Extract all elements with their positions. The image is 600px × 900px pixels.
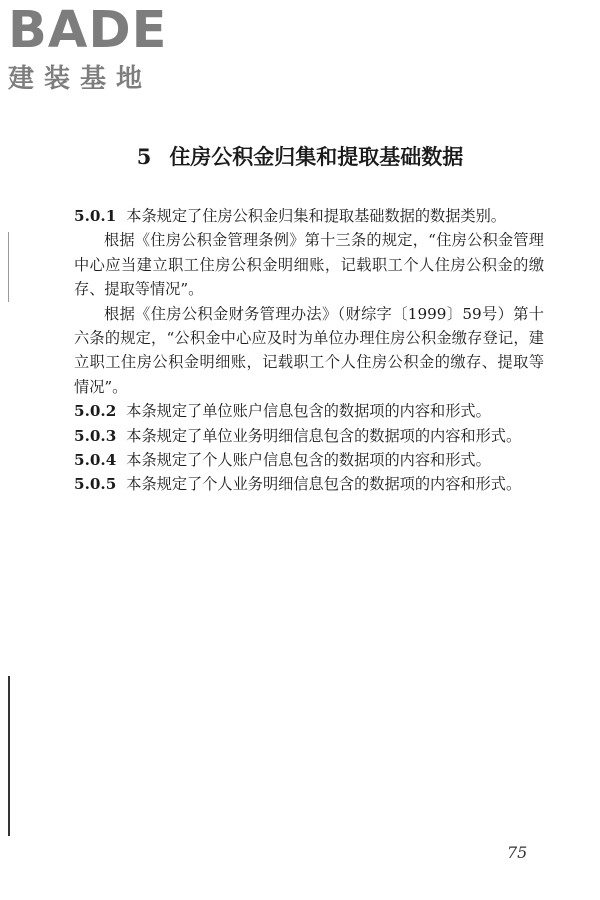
logo-subtitle: 建装基地: [8, 64, 153, 94]
clause-number: 5.0.2: [74, 402, 117, 421]
logo-wordmark: BADE: [8, 1, 168, 60]
margin-scan-mark: [8, 676, 10, 836]
margin-scan-mark: [8, 232, 9, 302]
clause-text: 本条规定了个人业务明细信息包含的数据项的内容和形式。: [126, 475, 522, 494]
clause-text: 本条规定了单位账户信息包含的数据项的内容和形式。: [126, 402, 491, 421]
clause-text: 本条规定了住房公积金归集和提取基础数据的数据类别。: [126, 207, 506, 225]
clause-text: 本条规定了个人账户信息包含的数据项的内容和形式。: [126, 451, 491, 470]
clause-5-0-3: [74, 424, 544, 448]
document-body: [74, 204, 544, 497]
clause-note: 根据《住房公积金管理条例》第十三条的规定，“住房公积金管理中心应当建立职工住房公积金明细账，记载职工个人住房公积金的缴存、提取等情况”。: [74, 231, 544, 299]
clause-5-0-2: [74, 399, 544, 423]
clause-number: 5.0.5: [74, 475, 117, 494]
clause-note: 根据《住房公积金财务管理办法》（财综字〔1999〕59号）第十六条的规定，“公积金中心应及时为单位办理住房公积金缴存登记，建立职工住房公积金明细账，记载职工个人住房公积金的缴存、提取等情况”。: [74, 304, 544, 396]
chapter-heading: [0, 141, 600, 173]
publisher-logo: [8, 1, 178, 96]
page-number: 75: [507, 843, 528, 862]
clause-text: 本条规定了单位业务明细信息包含的数据项的内容和形式。: [126, 426, 522, 445]
clause-5-0-4: [74, 448, 544, 472]
clause-number: 5.0.1: [74, 207, 117, 225]
clause-number: 5.0.3: [74, 426, 117, 445]
clause-number: 5.0.4: [74, 451, 117, 470]
clause-5-0-1: [74, 204, 544, 228]
chapter-title: 住房公积金归集和提取基础数据: [169, 144, 464, 169]
chapter-number: 5: [136, 144, 152, 169]
clause-5-0-5: [74, 472, 544, 496]
